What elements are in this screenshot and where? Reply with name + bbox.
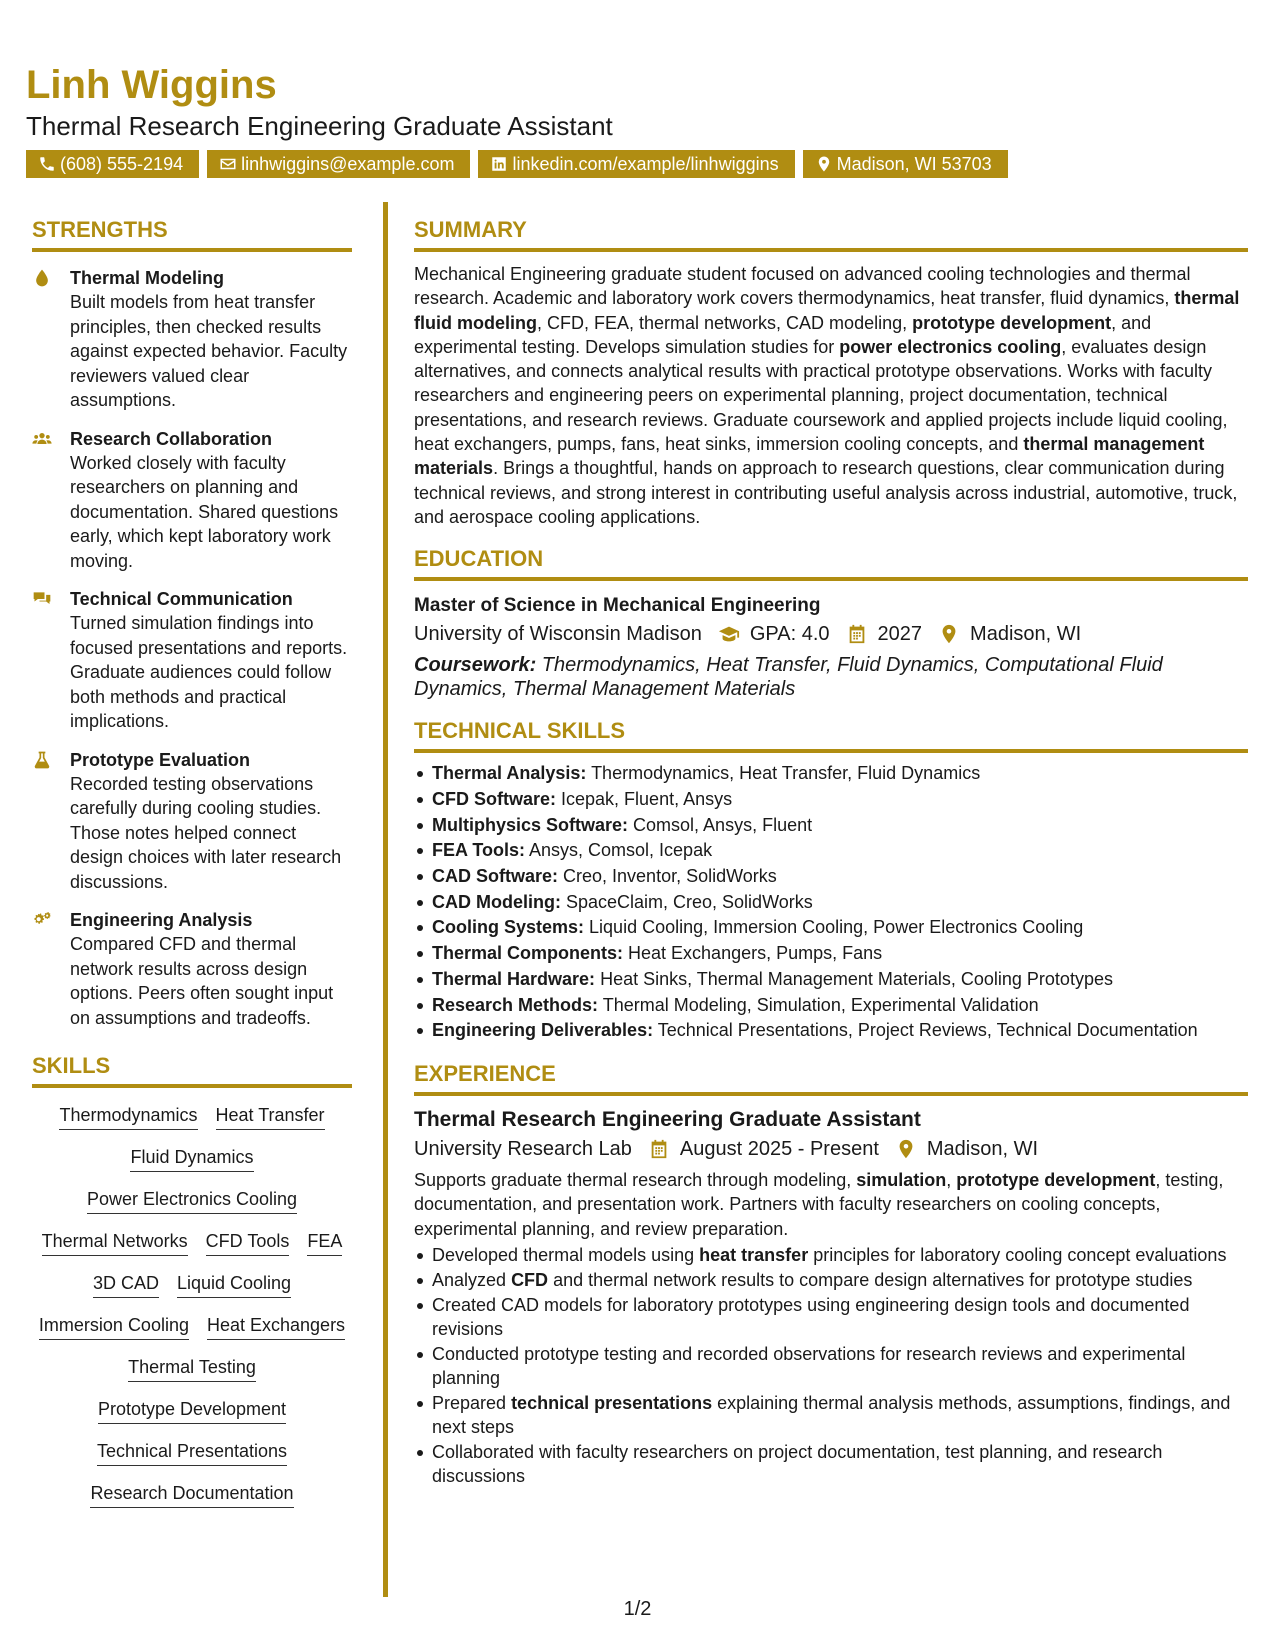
map-pin-icon [938, 623, 960, 645]
technical-skills-heading: TECHNICAL SKILLS [414, 717, 1248, 753]
candidate-headline: Thermal Research Engineering Graduate Assistant [26, 111, 613, 141]
contact-bar [26, 150, 1256, 178]
strength-item [32, 748, 352, 895]
list-item: CAD Software: Creo, Inventor, SolidWorks [414, 864, 1248, 890]
list-item: Multiphysics Software: Comsol, Ansys, Fluent [414, 813, 1248, 839]
list-item: Analyzed CFD and thermal network results to compare design alternatives for prototype studies [414, 1268, 1248, 1292]
skill-tag: Power Electronics Cooling [87, 1187, 297, 1214]
map-pin-icon [895, 1138, 917, 1160]
strength-desc: Recorded testing observations carefully during cooling studies. Those notes helped connect design choices with later research discussions. [70, 773, 342, 892]
list-item: Thermal Components: Heat Exchangers, Pumps, Fans [414, 941, 1248, 967]
skill-tag: Thermal Networks [42, 1229, 188, 1256]
users-icon [32, 429, 52, 449]
job-title: Thermal Research Engineering Graduate Assistant [414, 1108, 921, 1131]
column-divider [383, 202, 388, 1597]
job-bullets [414, 1243, 1248, 1488]
skill-tag: Thermodynamics [59, 1103, 197, 1130]
summary-heading: SUMMARY [414, 216, 1248, 252]
list-item: Collaborated with faculty researchers on project documentation, test planning, and research discussions [414, 1440, 1248, 1488]
list-item: FEA Tools: Ansys, Comsol, Icepak [414, 838, 1248, 864]
list-item: Developed thermal models using heat transfer principles for laboratory cooling concept evaluations [414, 1243, 1248, 1267]
list-item: Prepared technical presentations explaining thermal analysis methods, assumptions, findings, and next steps [414, 1391, 1248, 1439]
strengths-heading: STRENGTHS [32, 216, 352, 252]
flask-icon [32, 750, 52, 770]
graduation-year: 2027 [877, 623, 923, 646]
strength-title: Research Collaboration [70, 428, 273, 449]
contact-location[interactable]: Madison, WI 53703 [803, 150, 1008, 178]
skills-heading: SKILLS [32, 1052, 352, 1088]
skills-section [32, 1052, 352, 1518]
strength-desc: Compared CFD and thermal network results across design options. Peers often sought input on assumptions and tradeoffs. [70, 934, 334, 1028]
experience-section [414, 1060, 1248, 1488]
skills-tag-list [32, 1098, 352, 1518]
skill-tag: Liquid Cooling [177, 1271, 291, 1298]
skill-tag: Immersion Cooling [39, 1313, 189, 1340]
list-item: CFD Software: Icepak, Fluent, Ansys [414, 787, 1248, 813]
strength-title: Prototype Evaluation [70, 749, 251, 770]
skill-tag: Heat Exchangers [207, 1313, 345, 1340]
list-item: Cooling Systems: Liquid Cooling, Immersion Cooling, Power Electronics Cooling [414, 915, 1248, 941]
education-heading: EDUCATION [414, 545, 1248, 581]
contact-phone[interactable]: (608) 555-2194 [26, 150, 199, 178]
job-description: Supports graduate thermal research through modeling, simulation, prototype development, testing, documentation, and presentation work. Partners with faculty researchers on cooling concepts, experimental planning, and review preparation. [414, 1170, 1224, 1239]
linkedin-icon [490, 155, 508, 173]
graduation-cap-icon [718, 623, 740, 645]
education-location: Madison, WI [970, 623, 1082, 646]
list-item: Thermal Hardware: Heat Sinks, Thermal Management Materials, Cooling Prototypes [414, 967, 1248, 993]
experience-heading: EXPERIENCE [414, 1060, 1248, 1096]
map-pin-icon [815, 155, 833, 173]
calendar-icon [648, 1138, 670, 1160]
skill-tag: Fluid Dynamics [130, 1145, 253, 1172]
coursework: Coursework: Thermodynamics, Heat Transfer, Fluid Dynamics, Computational Fluid Dynamics, Thermal Management Materials [414, 654, 1163, 701]
strength-desc: Worked closely with faculty researchers on planning and documentation. Shared questions early, which kept laboratory work moving. [70, 452, 339, 571]
contact-linkedin[interactable]: linkedin.com/example/linhwiggins [478, 150, 794, 178]
strength-title: Thermal Modeling [70, 268, 225, 288]
job-location: Madison, WI [926, 1138, 1039, 1160]
phone-icon [38, 155, 56, 173]
strength-item [32, 587, 352, 734]
strength-desc: Turned simulation findings into focused presentations and reports. Graduate audiences could follow both methods and practical implications. [70, 613, 348, 731]
right-column [414, 216, 1248, 1504]
strengths-section [32, 216, 352, 1030]
strength-desc: Built models from heat transfer principles, then checked results against expected behavior. Faculty reviewers valued clear assumptions. [70, 292, 348, 410]
skill-tag: Prototype Development [98, 1397, 286, 1424]
gpa: GPA: 4.0 [749, 623, 830, 646]
skill-tag: Heat Transfer [216, 1103, 325, 1130]
school-name: University of Wisconsin Madison [414, 623, 702, 646]
strength-title: Engineering Analysis [70, 910, 253, 930]
list-item: Created CAD models for laboratory prototypes using engineering design tools and documented revisions [414, 1293, 1248, 1341]
education-meta [414, 619, 1248, 649]
strength-item [32, 266, 352, 413]
candidate-name: Linh Wiggins [26, 63, 277, 107]
list-item: Research Methods: Thermal Modeling, Simulation, Experimental Validation [414, 993, 1248, 1019]
strength-item [32, 908, 352, 1030]
skill-tag: Research Documentation [90, 1481, 293, 1508]
contact-email[interactable]: linhwiggins@example.com [207, 150, 470, 178]
job-meta [414, 1134, 1248, 1164]
summary-text: Mechanical Engineering graduate student focused on advanced cooling technologies and thermal research. Academic and laboratory work covers thermodynamics, heat transfer, fluid dynamics, thermal fluid modeling, CFD, FEA, thermal networks, CAD modeling, prototype development, and experimental testing. Develops simulation studies for power electronics cooling, evaluates design alternatives, and connects analytical results with practical prototype observations. Works with faculty researchers and engineering peers on experimental planning, project documentation, technical presentations, and research reviews. Graduate coursework and applied projects include liquid cooling, heat exchangers, pumps, fans, heat sinks, immersion cooling concepts, and thermal management materials. Brings a thoughtful, hands on approach to research questions, clear communication during technical reviews, and strong interest in contributing useful analysis across industrial, automotive, truck, and aerospace cooling applications. [414, 264, 1240, 527]
list-item: Conducted prototype testing and recorded observations for research reviews and experimental planning [414, 1342, 1248, 1390]
technical-skills-list [414, 761, 1248, 1044]
list-item: Thermal Analysis: Thermodynamics, Heat Transfer, Fluid Dynamics [414, 761, 1248, 787]
strength-title: Technical Communication [70, 589, 293, 609]
comments-icon [32, 589, 52, 609]
resume-header [26, 62, 1256, 178]
envelope-icon [219, 155, 237, 173]
degree-title: Master of Science in Mechanical Engineering [414, 595, 821, 617]
job-dates: August 2025 - Present [679, 1138, 879, 1160]
skill-tag: Thermal Testing [128, 1355, 256, 1382]
list-item: Engineering Deliverables: Technical Presentations, Project Reviews, Technical Documentation [414, 1018, 1248, 1044]
education-section [414, 545, 1248, 701]
company-name: University Research Lab [414, 1138, 632, 1160]
calendar-icon [846, 623, 868, 645]
list-item: CAD Modeling: SpaceClaim, Creo, SolidWorks [414, 890, 1248, 916]
technical-skills-section [414, 717, 1248, 1044]
summary-section [414, 216, 1248, 529]
skill-tag: FEA [307, 1229, 342, 1256]
page-number: 1/2 [623, 1598, 652, 1620]
skill-tag: CFD Tools [206, 1229, 290, 1256]
strength-item [32, 427, 352, 574]
skill-tag: 3D CAD [93, 1271, 159, 1298]
droplet-icon [32, 268, 52, 288]
gears-icon [32, 910, 52, 930]
left-column [32, 216, 352, 1534]
skill-tag: Technical Presentations [97, 1439, 287, 1466]
